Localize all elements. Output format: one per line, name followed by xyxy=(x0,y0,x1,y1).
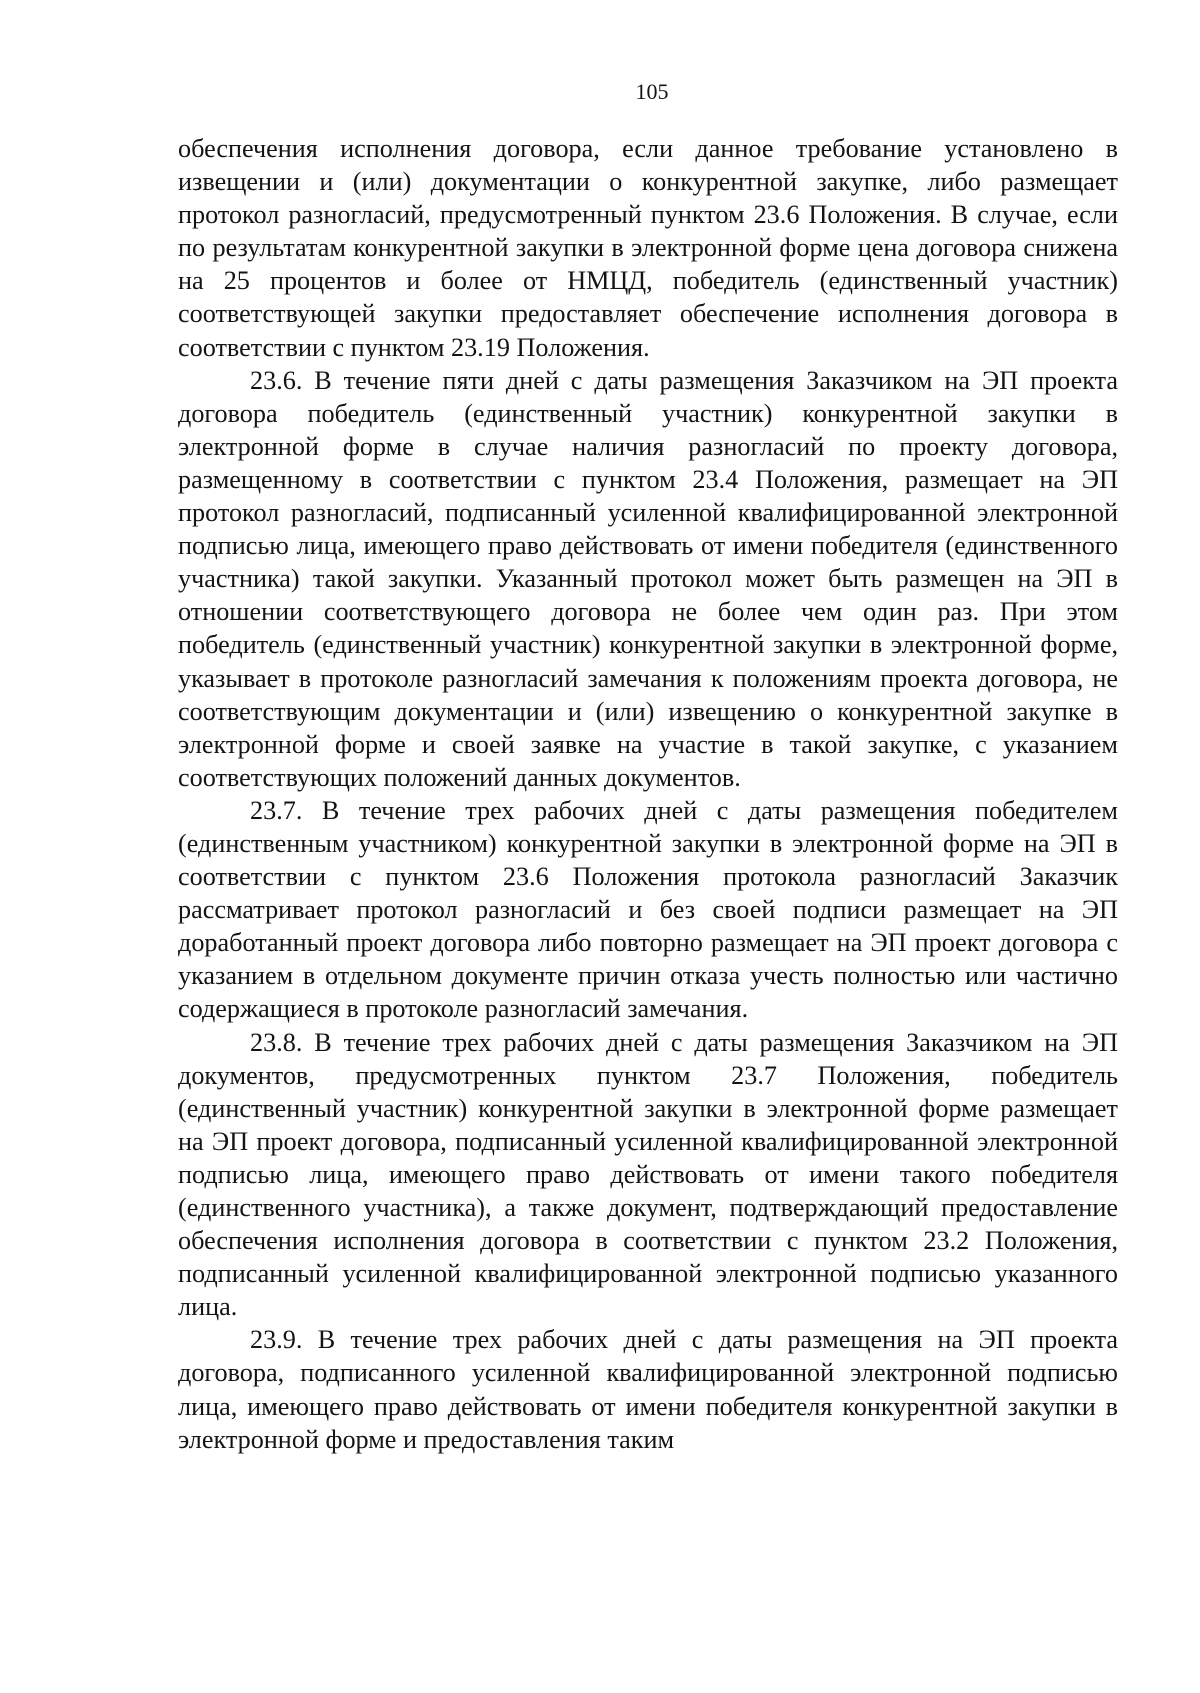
paragraph-23-7: 23.7. В течение трех рабочих дней с даты размещения победителем (единственным участником) конкурентной закупки в электронной форме на ЭП в соответствии с пунктом 23.6 Положения протокола разногласий Заказчик рассматривает протокол разногласий и без своей подписи размещает на ЭП доработанный проект договора либо повторно размещает на ЭП проект договора с указанием в отдельном документе причин отказа учесть полностью или частично содержащиеся в протоколе разногласий замечания. xyxy=(178,795,1118,1024)
paragraph-23-6: 23.6. В течение пяти дней с даты размещения Заказчиком на ЭП проекта договора победитель (единственный участник) конкурентной закупки в электронной форме в случае наличия разногласий по проекту договора, размещенному в соответствии с пунктом 23.4 Положения, размещает на ЭП протокол разногласий, подписанный усиленной квалифицированной электронной подписью лица, имеющего право действовать от имени победителя (единственного участника) такой закупки. Указанный протокол может быть размещен на ЭП в отношении соответствующего договора не более чем один раз. При этом победитель (единственный участник) конкурентной закупки в электронной форме, указывает в протоколе разногласий замечания к положениям проекта договора, не соответствующим документации и (или) извещению о конкурентной закупке в электронной форме и своей заявке на участие в такой закупке, с указанием соответствующих положений данных документов. xyxy=(178,365,1118,792)
page-number: 105 xyxy=(635,79,669,104)
paragraph-continuation: обеспечения исполнения договора, если данное требование установлено в извещении и (или) документации о конкурентной закупке, либо размещает протокол разногласий, предусмотренный пунктом 23.6 Положения. В случае, если по результатам конкурентной закупки в электронной форме цена договора снижена на 25 процентов и более от НМЦД, победитель (единственный участник) соответствующей закупки предоставляет обеспечение исполнения договора в соответствии с пунктом 23.19 Положения. xyxy=(178,134,1118,362)
paragraph-23-8: 23.8. В течение трех рабочих дней с даты размещения Заказчиком на ЭП документов, предусмотренных пунктом 23.7 Положения, победитель (единственный участник) конкурентной закупки в электронной форме размещает на ЭП проект договора, подписанный усиленной квалифицированной электронной подписью лица, имеющего право действовать от имени такого победителя (единственного участника), а также документ, подтверждающий предоставление обеспечения исполнения договора в соответствии с пунктом 23.2 Положения, подписанный усиленной квалифицированной электронной подписью указанного лица. xyxy=(178,1027,1118,1322)
document-body xyxy=(178,132,1118,1456)
paragraph-23-9: 23.9. В течение трех рабочих дней с даты размещения на ЭП проекта договора, подписанного усиленной квалифицированной электронной подписью лица, имеющего право действовать от имени победителя конкурентной закупки в электронной форме и предоставления таким xyxy=(178,1325,1118,1454)
